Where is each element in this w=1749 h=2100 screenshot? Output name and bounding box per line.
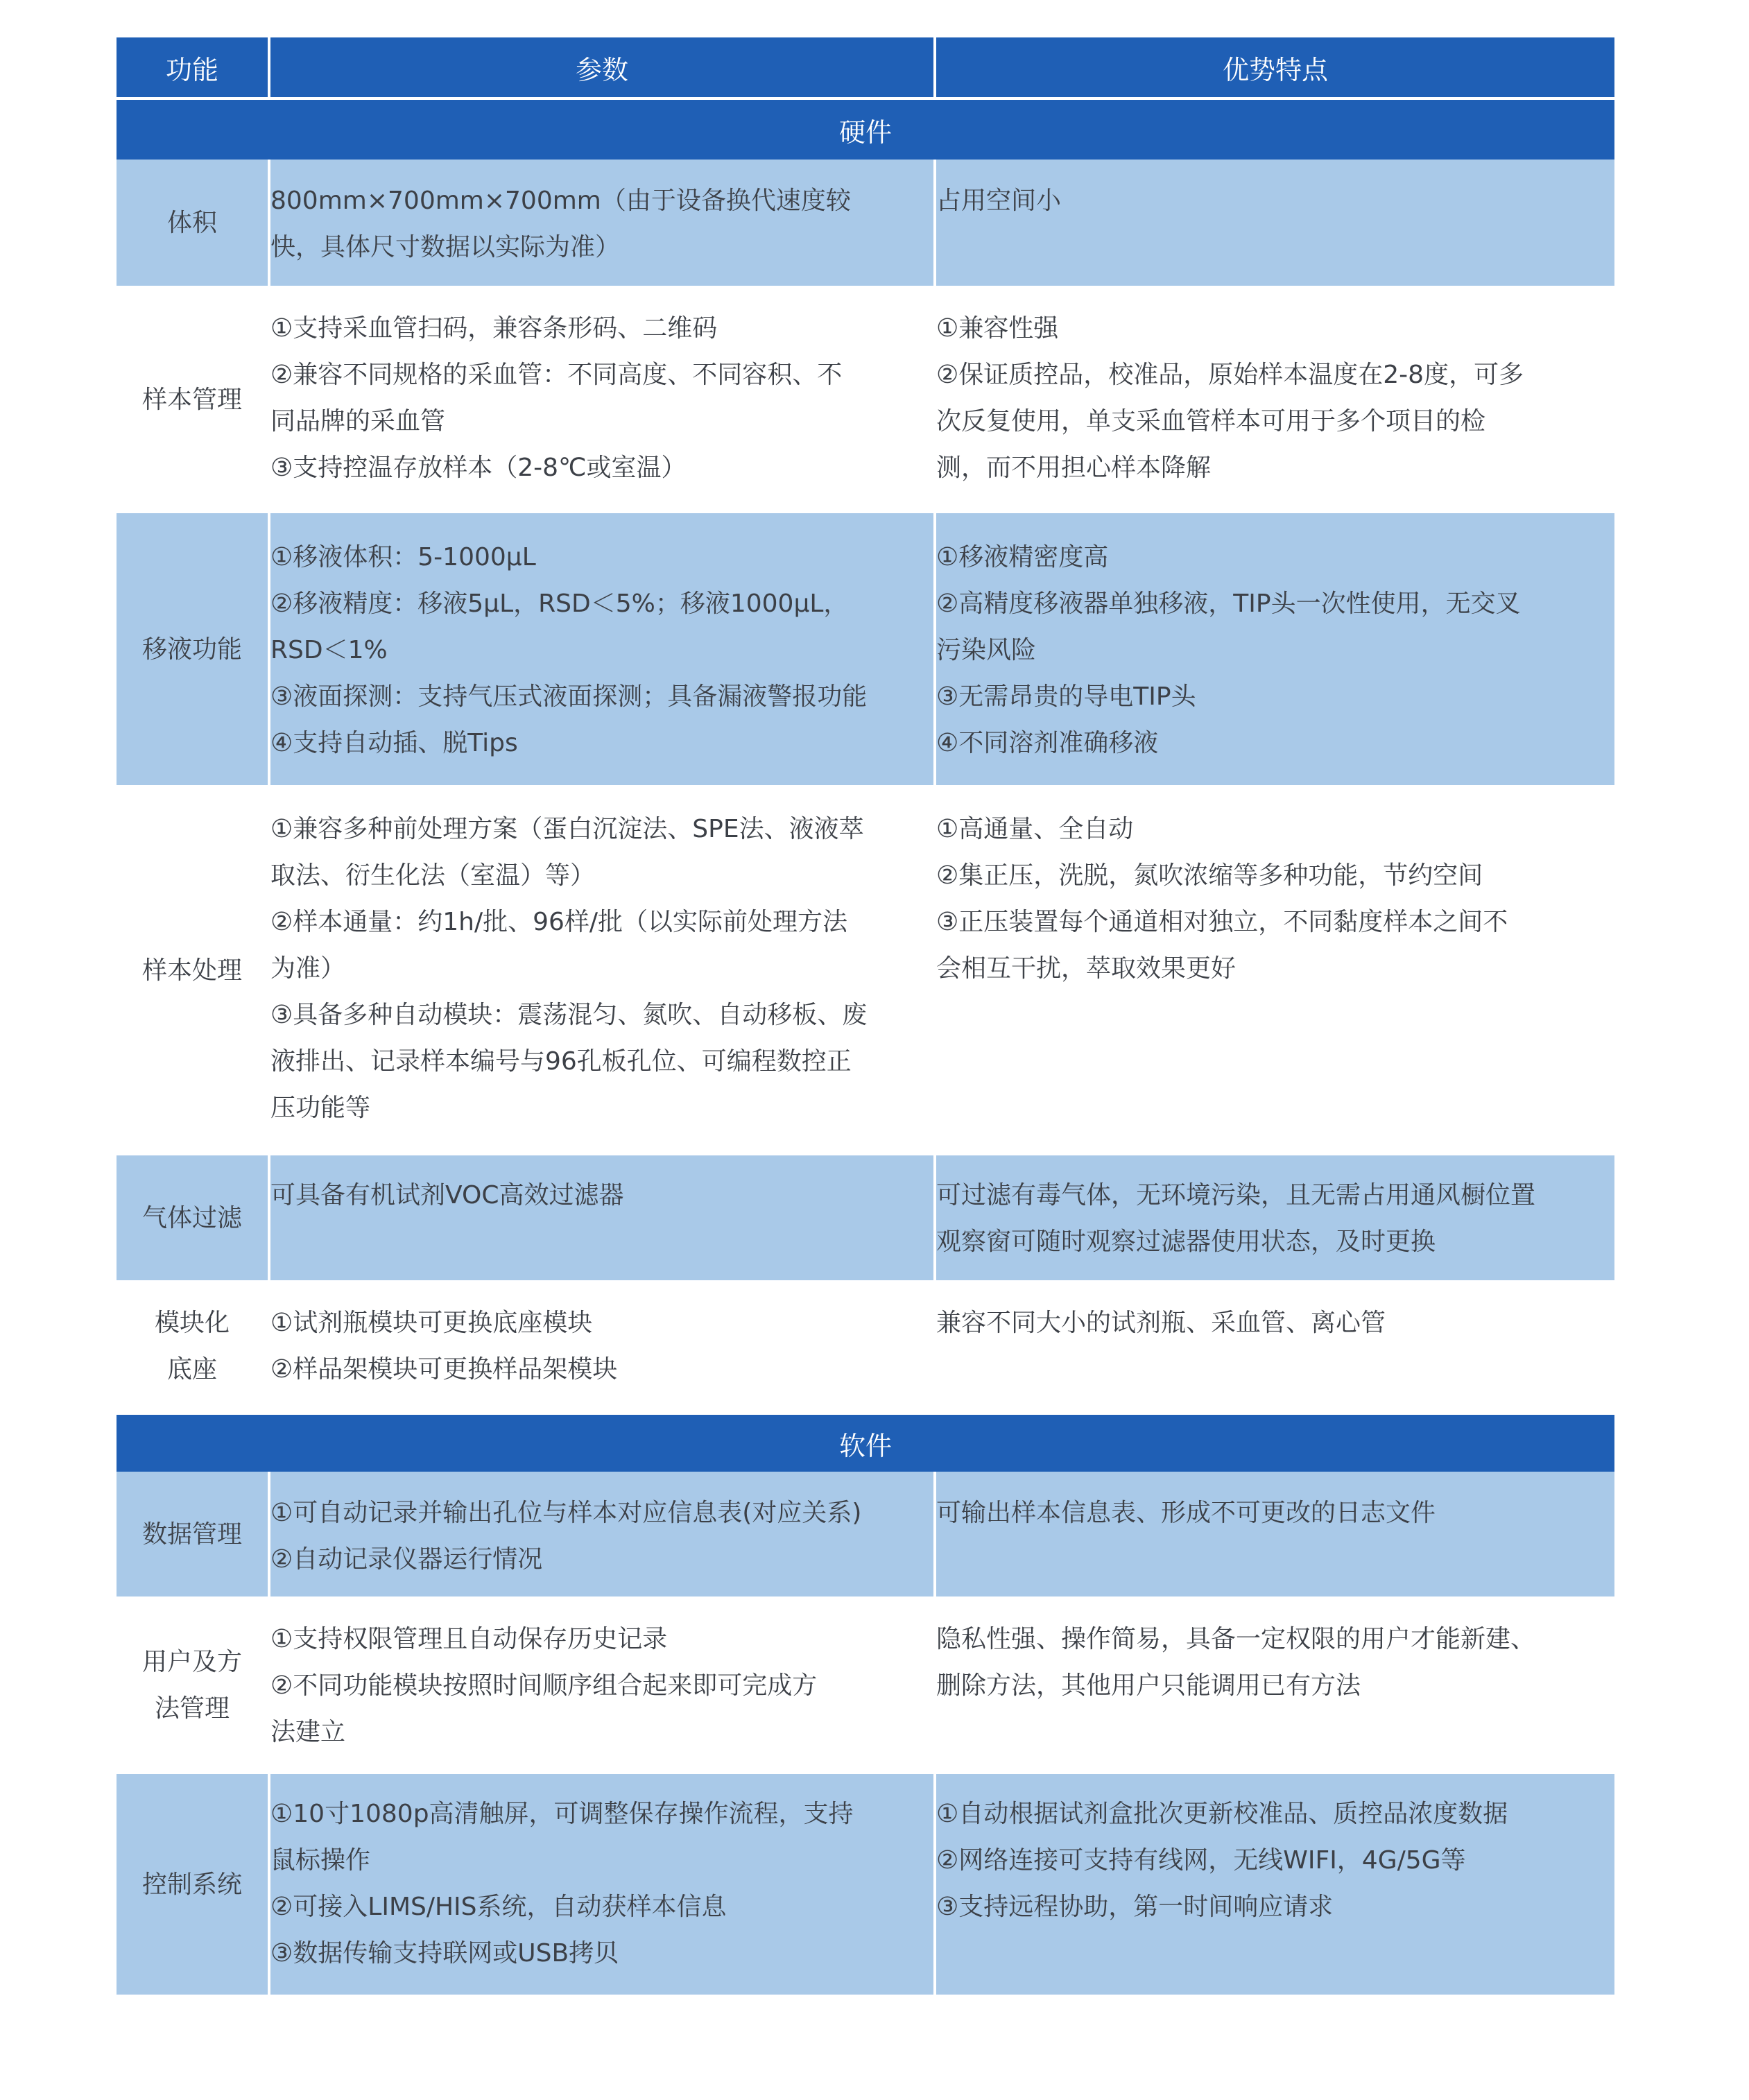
advantages-line: ②网络连接可支持有线网，无线WIFI，4G/5G等 (936, 1846, 1466, 1875)
advantages-line: ①自动根据试剂盒批次更新校准品、质控品浓度数据 (936, 1800, 1508, 1828)
advantages-cell (935, 1472, 1614, 1596)
function-label: 模块化 (154, 1309, 230, 1337)
params-line: ③支持控温存放样本（2-8℃或室温） (270, 454, 687, 482)
advantages-line: ①兼容性强 (936, 314, 1059, 343)
params-line: ①兼容多种前处理方案（蛋白沉淀法、SPE法、液液萃 (270, 815, 864, 843)
params-line: ②自动记录仪器运行情况 (270, 1545, 543, 1574)
function-label: 控制系统 (141, 1870, 242, 1899)
params-line: ③数据传输支持联网或USB拷贝 (270, 1939, 619, 1968)
params-cell (269, 1155, 935, 1280)
params-line: 取法、衍生化法（室温）等） (270, 861, 596, 890)
params-line: ①10寸1080p高清触屏，可调整保存操作流程，支持 (270, 1800, 854, 1828)
table-row (117, 160, 1614, 286)
table-row (117, 1472, 1614, 1596)
advantages-line: ①移液精密度高 (936, 543, 1109, 571)
params-line: 为准） (270, 954, 346, 983)
advantages-cell (935, 513, 1614, 785)
function-cell (117, 1596, 269, 1774)
advantages-line: 会相互干扰，萃取效果更好 (936, 954, 1237, 983)
advantages-cell (935, 1155, 1614, 1280)
params-line: ③液面探测：支持气压式液面探测；具备漏液警报功能 (270, 682, 868, 711)
table-row (117, 1280, 1614, 1413)
table-row (117, 1596, 1614, 1774)
function-cell (117, 1774, 269, 1995)
params-line: 液排出、记录样本编号与96孔板孔位、可编程数控正 (270, 1047, 852, 1076)
params-line: ②移液精度：移液5μL，RSD＜5%；移液1000μL， (270, 589, 849, 618)
advantages-line: ②保证质控品，校准品，原始样本温度在2-8度，可多 (936, 361, 1524, 389)
table-row (117, 1155, 1614, 1280)
header-params: 参数 (269, 37, 935, 98)
params-line: 鼠标操作 (270, 1846, 371, 1875)
advantages-line: ③无需昂贵的导电TIP头 (936, 682, 1196, 711)
params-line: 法建立 (270, 1718, 346, 1746)
params-cell (269, 1596, 935, 1774)
function-label: 移液功能 (141, 635, 242, 664)
params-line: RSD＜1% (270, 636, 388, 664)
params-line: ②样品架模块可更换样品架模块 (270, 1355, 618, 1384)
section-title: 硬件 (117, 98, 1614, 160)
table-row (117, 1774, 1614, 1995)
advantages-line: ④不同溶剂准确移液 (936, 729, 1159, 757)
advantages-line: 观察窗可随时观察过滤器使用状态，及时更换 (936, 1228, 1436, 1256)
advantages-line: 兼容不同大小的试剂瓶、采血管、离心管 (936, 1309, 1386, 1337)
function-cell (117, 785, 269, 1155)
params-line: ①支持采血管扫码，兼容条形码、二维码 (270, 314, 718, 343)
function-label: 底座 (166, 1355, 217, 1384)
params-line: ②不同功能模块按照时间顺序组合起来即可完成方 (270, 1671, 818, 1700)
table-row (117, 785, 1614, 1155)
header-row (117, 37, 1614, 98)
params-cell (269, 286, 935, 513)
function-label: 数据管理 (141, 1520, 242, 1549)
section-title: 软件 (117, 1413, 1614, 1472)
advantages-line: ③支持远程协助，第一时间响应请求 (936, 1893, 1334, 1921)
params-line: 压功能等 (270, 1094, 371, 1122)
header-advantages: 优势特点 (935, 37, 1614, 98)
section-row (117, 98, 1614, 160)
advantages-line: 次反复使用，单支采血管样本可用于多个项目的检 (936, 407, 1486, 436)
advantages-line: 污染风险 (936, 636, 1037, 664)
header-function: 功能 (117, 37, 269, 98)
advantages-line: ②高精度移液器单独移液，TIP头一次性使用，无交叉 (936, 589, 1521, 618)
params-cell (269, 785, 935, 1155)
params-cell (269, 1774, 935, 1995)
advantages-line: ①高通量、全自动 (936, 815, 1134, 843)
advantages-cell (935, 1774, 1614, 1995)
advantages-line: ③正压装置每个通道相对独立，不同黏度样本之间不 (936, 908, 1508, 936)
advantages-line: 可输出样本信息表、形成不可更改的日志文件 (936, 1499, 1436, 1527)
function-label: 样本处理 (141, 956, 242, 985)
function-label: 气体过滤 (141, 1203, 242, 1232)
function-label: 体积 (166, 208, 217, 237)
params-line: 800mm×700mm×700mm（由于设备换代速度较 (270, 187, 851, 215)
params-line: ③具备多种自动模块：震荡混匀、氮吹、自动移板、废 (270, 1001, 868, 1029)
advantages-cell (935, 160, 1614, 286)
params-line: ②兼容不同规格的采血管：不同高度、不同容积、不 (270, 361, 843, 389)
function-cell (117, 286, 269, 513)
advantages-cell (935, 286, 1614, 513)
section-row (117, 1413, 1614, 1472)
params-line: 快，具体尺寸数据以实际为准） (270, 233, 621, 261)
params-cell (269, 1280, 935, 1413)
params-line: ④支持自动插、脱Tips (270, 729, 518, 757)
function-cell (117, 1472, 269, 1596)
params-line: ②样本通量：约1h/批、96样/批（以实际前处理方法 (270, 908, 848, 936)
table-row (117, 286, 1614, 513)
advantages-line: 删除方法，其他用户只能调用已有方法 (936, 1671, 1361, 1700)
function-label: 样本管理 (141, 385, 242, 414)
params-line: ①可自动记录并输出孔位与样本对应信息表(对应关系) (270, 1499, 862, 1527)
function-label: 用户及方 (141, 1648, 242, 1676)
params-line: ①支持权限管理且自动保存历史记录 (270, 1625, 668, 1653)
advantages-cell (935, 1280, 1614, 1413)
advantages-line: 隐私性强、操作简易，具备一定权限的用户才能新建、 (936, 1625, 1536, 1653)
params-cell (269, 513, 935, 785)
advantages-line: 占用空间小 (936, 187, 1062, 215)
function-label: 法管理 (154, 1694, 230, 1723)
params-cell (269, 1472, 935, 1596)
advantages-cell (935, 785, 1614, 1155)
advantages-line: 测，而不用担心样本降解 (936, 454, 1212, 482)
function-cell (117, 1155, 269, 1280)
params-line: ②可接入LIMS/HIS系统，自动获样本信息 (270, 1893, 727, 1921)
spec-table (117, 37, 1614, 1995)
params-line: ①移液体积：5-1000μL (270, 543, 536, 571)
params-line: 同品牌的采血管 (270, 407, 446, 436)
params-line: ①试剂瓶模块可更换底座模块 (270, 1309, 593, 1337)
table-row (117, 513, 1614, 785)
params-cell (269, 160, 935, 286)
advantages-cell (935, 1596, 1614, 1774)
params-line: 可具备有机试剂VOC高效过滤器 (270, 1181, 624, 1210)
function-cell (117, 513, 269, 785)
function-cell (117, 1280, 269, 1413)
advantages-line: 可过滤有毒气体，无环境污染，且无需占用通风橱位置 (936, 1181, 1536, 1210)
function-cell (117, 160, 269, 286)
advantages-line: ②集正压，洗脱，氮吹浓缩等多种功能，节约空间 (936, 861, 1483, 890)
